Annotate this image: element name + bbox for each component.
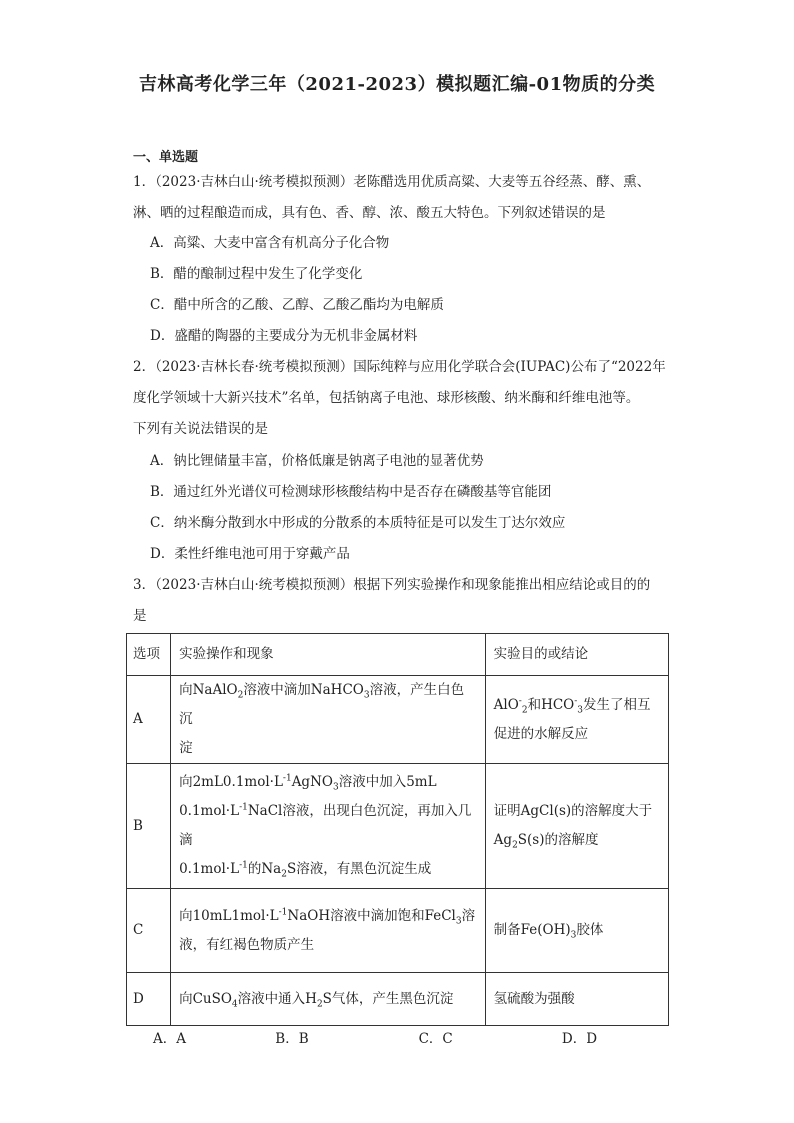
question-1-option-d: D．盛醋的陶器的主要成分为无机非金属材料 [150,328,418,344]
section-heading: 一、单选题 [133,150,199,165]
document-title: 吉林高考化学三年（2021-2023）模拟题汇编-01物质的分类 [138,74,656,95]
answer-option-d: D．D [561,1031,598,1047]
table-row-d [127,973,669,1026]
question-2-option-d: D．柔性纤维电池可用于穿戴产品 [150,546,350,562]
row-c-conclusion: 制备$Fe(OH)_3$胶体 [485,889,668,973]
row-c-operation: 向$10mL1mol\cdot L^{-1}NaOH$溶液中滴加饱和FeCl$_3$溶 液，有红褐色物质产生 [171,889,486,973]
answer-option-c: C．C [418,1031,453,1047]
question-2-stem [133,352,673,445]
question-3-line-2: 是 [133,608,147,624]
table-row-c [127,889,669,973]
row-c-option: C [127,889,171,973]
row-b-operation: 向$2mL0.1mol\cdot L^{-1}AgNO_3$溶液中加入5mL $0.1mol\cdot L^{-1}NaCl$溶液，出现白色沉淀，再加入几滴 $0.1mol\cdot L^{-1}$的$Na_2S$溶液，有黑色沉淀生成 [171,764,486,889]
table-row-b [127,764,669,889]
row-a-operation: 向NaAlO$_2$溶液中滴加NaHCO$_3$溶液，产生白色沉 淀 [171,676,486,764]
table-header-option: 选项 [127,634,171,676]
table-header-row [127,634,669,676]
question-2-option-b: B．通过红外光谱仪可检测球形核酸结构中是否存在磷酸基等官能团 [150,484,552,500]
question-1-stem [133,167,673,229]
question-1-line-1: 1．（2023·吉林白山·统考模拟预测）老陈醋选用优质高粱、大麦等五谷经蒸、酵、熏、 [133,174,651,190]
row-a-conclusion: AlO-$_2$和$HCO^-_3$发生了相互 促进的水解反应 [485,676,668,764]
question-2-line-3: 下列有关说法错误的是 [133,421,268,437]
question-2-line-1: 2．（2023·吉林长春·统考模拟预测）国际纯粹与应用化学联合会(IUPAC)公布了“2022年 [133,359,666,375]
table-row-a [127,676,669,764]
row-b-conclusion: 证明AgCl(s)的溶解度大于 $Ag_2S(s)$的溶解度 [485,764,668,889]
question-3-stem [133,570,673,632]
table-header-conclusion: 实验目的或结论 [485,634,668,676]
row-a-option: A [127,676,171,764]
question-1-option-a: A．高粱、大麦中富含有机高分子化合物 [150,235,390,251]
answer-option-a: A．A [153,1031,186,1047]
question-3-answer-options [153,1027,597,1047]
question-1-option-b: B．醋的酿制过程中发生了化学变化 [150,266,363,282]
experiment-table [126,633,669,1026]
row-d-conclusion: 氢硫酸为强酸 [485,973,668,1026]
row-d-operation: 向CuSO$_4$溶液中通入$H_2S$气体，产生黑色沉淀 [171,973,486,1026]
answer-option-b: B．B [275,1031,309,1047]
row-d-option: D [127,973,171,1026]
question-2-option-a: A．钠比锂储量丰富，价格低廉是钠离子电池的显著优势 [150,453,484,469]
question-1-line-2: 淋、晒的过程酿造而成，具有色、香、醇、浓、酸五大特色。下列叙述错误的是 [133,205,606,221]
row-b-option: B [127,764,171,889]
question-3-line-1: 3．（2023·吉林白山·统考模拟预测）根据下列实验操作和现象能推出相应结论或目的的 [133,577,651,593]
question-1-option-c: C．醋中所含的乙酸、乙醇、乙酸乙酯均为电解质 [150,297,444,313]
question-2-option-c: C．纳米酶分散到水中形成的分散系的本质特征是可以发生丁达尔效应 [150,515,566,531]
table-header-operation: 实验操作和现象 [171,634,486,676]
question-2-line-2: 度化学领域十大新兴技术”名单，包括钠离子电池、球形核酸、纳米酶和纤维电池等。 [133,390,640,406]
